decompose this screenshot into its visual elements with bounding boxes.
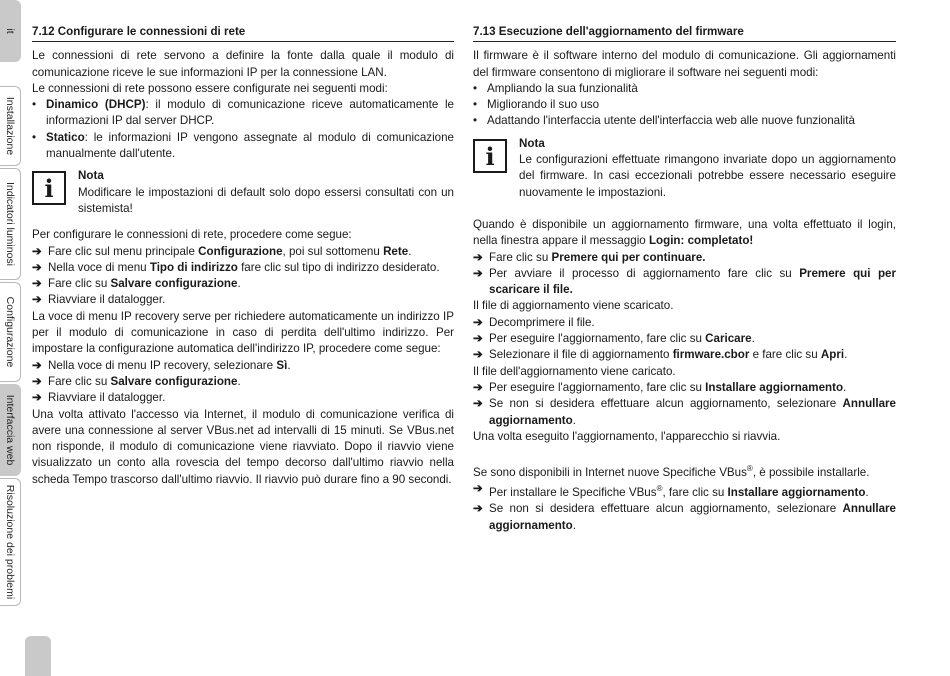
list-item: • Statico: le informazioni IP vengono assegnate al modulo di comunicazione manualmente dall'utente. bbox=[32, 130, 454, 163]
arrow-icon: ➔ bbox=[473, 315, 483, 329]
paragraph: Una volta attivato l'accesso via Internet, il modulo di comunicazione verifica di avere una connessione al server VBus.net ad intervalli di 15 minuti. Se VBus.net non risponde, il modulo di comunicazione viene riavviato. Dopo il riavvio viene visualizzato un conto alla rovescia del tempo decorso dall'ultimo riavvio nella scheda Tempo trascorso dall'ultimo riavvio. Il riavvio può durare fino a 90 secondi. bbox=[32, 407, 454, 486]
side-tab-label: Indicatori luminosi bbox=[4, 181, 16, 267]
side-tab-label: Risoluzione dei problemi bbox=[4, 484, 16, 600]
step-item: ➔ Riavviare il datalogger. bbox=[32, 292, 454, 308]
side-tab-label: Interfaccia web bbox=[4, 394, 16, 466]
info-icon: i bbox=[32, 171, 66, 205]
note-text: Le configurazioni effettuate rimangono invariate dopo un aggiornamento del firmware. In casi eccezionali potrebbe essere necessario eseguire nuovamente le impostazioni. bbox=[519, 153, 896, 199]
step-item: ➔ Per installare le Specifiche VBus®, fare clic su Installare aggiornamento. bbox=[473, 482, 869, 500]
step-item: ➔ Nella voce di menu IP recovery, selezionare Sì. bbox=[32, 358, 454, 374]
arrow-icon: ➔ bbox=[473, 502, 483, 516]
paragraph: Quando è disponibile un aggiornamento firmware, una volta effettuato il login, nella finestra appare il messaggio Login: completato! bbox=[473, 217, 896, 248]
info-icon: i bbox=[473, 139, 507, 173]
note-box bbox=[32, 168, 454, 217]
arrow-icon: ➔ bbox=[473, 380, 483, 394]
step-item: ➔ Per eseguire l'aggiornamento, fare clic su Installare aggiornamento. bbox=[473, 380, 896, 396]
step-item: ➔ Decomprimere il file. bbox=[473, 315, 896, 331]
step-item: ➔ Per eseguire l'aggiornamento, fare clic su Caricare. bbox=[473, 331, 896, 347]
arrow-icon: ➔ bbox=[32, 244, 42, 258]
note-text: Modificare le impostazioni di default solo dopo essersi consultati con un sistemista! bbox=[78, 185, 454, 215]
note-title: Nota bbox=[78, 169, 104, 183]
step-item: ➔ Selezionare il file di aggiornamento firmware.cbor e fare clic su Apri. bbox=[473, 347, 896, 363]
section-heading: 7.13 Esecuzione dell'aggiornamento del firmware bbox=[473, 24, 896, 42]
arrow-icon: ➔ bbox=[32, 260, 42, 274]
arrow-icon: ➔ bbox=[32, 358, 42, 372]
step-item: ➔ Fare clic su Salvare configurazione. bbox=[32, 374, 454, 390]
paragraph: Le connessioni di rete servono a definire la fonte dalla quale il modulo di comunicazione riceve le sue informazioni IP per la connessione LAN. bbox=[32, 49, 454, 79]
step-item: ➔ Fare clic su Salvare configurazione. bbox=[32, 276, 454, 292]
side-tab-label: it bbox=[4, 28, 16, 34]
arrow-icon: ➔ bbox=[473, 348, 483, 362]
note-title: Nota bbox=[519, 136, 545, 150]
section-heading: 7.12 Configurare le connessioni di rete bbox=[32, 24, 454, 42]
side-tab-interfaccia-web[interactable] bbox=[0, 384, 21, 476]
paragraph: Il file dell'aggiornamento viene caricato. bbox=[473, 364, 676, 378]
arrow-icon: ➔ bbox=[473, 332, 483, 346]
step-item: ➔ Per avviare il processo di aggiornamento fare clic su Premere qui per scaricare il file. bbox=[473, 266, 896, 297]
note-box bbox=[473, 136, 896, 201]
paragraph: Se sono disponibili in Internet nuove Specifiche VBus®, è possibile installarle. bbox=[473, 464, 870, 479]
list-item: • Ampliando la sua funzionalità bbox=[473, 81, 896, 97]
step-item: ➔ Se non si desidera effettuare alcun aggiornamento, selezionare Annullare aggiornamento. bbox=[473, 502, 896, 532]
arrow-icon: ➔ bbox=[32, 374, 42, 388]
side-tab-risoluzione[interactable] bbox=[0, 478, 21, 606]
paragraph: La voce di menu IP recovery serve per richiedere automaticamente un indirizzo IP per il modulo di comunicazione in caso di perdita dell'ultimo indirizzo. Per impostare la configurazione automatica dell'indirizzo IP, procedere come segue: bbox=[32, 309, 454, 356]
paragraph: Le connessioni di rete possono essere configurate nei seguenti modi: bbox=[32, 81, 388, 95]
step-item: ➔ Fare clic su Premere qui per continuare. bbox=[473, 250, 896, 266]
side-tab-label: Configurazione bbox=[4, 296, 16, 368]
left-column bbox=[32, 24, 454, 488]
step-item: ➔ Fare clic sul menu principale Configurazione, poi sul sottomenu Rete. bbox=[32, 244, 454, 260]
arrow-icon: ➔ bbox=[473, 397, 483, 411]
paragraph: Per configurare le connessioni di rete, procedere come segue: bbox=[32, 228, 352, 242]
list-item: • Adattando l'interfaccia utente dell'interfaccia web alle nuove funzionalità bbox=[473, 113, 896, 129]
arrow-icon: ➔ bbox=[473, 482, 483, 496]
list-item: • Dinamico (DHCP): il modulo di comunicazione riceve automaticamente le informazioni IP dal server DHCP. bbox=[32, 97, 454, 130]
paragraph: Il file di aggiornamento viene scaricato. bbox=[473, 299, 674, 313]
paragraph: Il firmware è il software interno del modulo di comunicazione. Gli aggiornamenti del firmware consentono di migliorare il software nei seguenti modi: bbox=[473, 49, 896, 79]
side-tab-language[interactable] bbox=[0, 0, 21, 62]
arrow-icon: ➔ bbox=[32, 391, 42, 405]
list-item: • Migliorando il suo uso bbox=[473, 97, 896, 113]
arrow-icon: ➔ bbox=[32, 277, 42, 291]
arrow-icon: ➔ bbox=[32, 293, 42, 307]
page-number-badge bbox=[25, 636, 51, 676]
side-tab-indicatori[interactable] bbox=[0, 168, 21, 280]
arrow-icon: ➔ bbox=[473, 266, 483, 280]
right-column bbox=[473, 24, 896, 534]
step-item: ➔ Se non si desidera effettuare alcun aggiornamento, selezionare Annullare aggiornamento. bbox=[473, 397, 896, 427]
arrow-icon: ➔ bbox=[473, 250, 483, 264]
side-tab-label: Installazione bbox=[4, 96, 16, 156]
step-item: ➔ Nella voce di menu Tipo di indirizzo fare clic sul tipo di indirizzo desiderato. bbox=[32, 260, 454, 276]
paragraph: Una volta eseguito l'aggiornamento, l'apparecchio si riavvia. bbox=[473, 429, 781, 443]
side-tab-installazione[interactable] bbox=[0, 86, 21, 166]
step-item: ➔ Riavviare il datalogger. bbox=[32, 390, 454, 406]
side-tab-configurazione[interactable] bbox=[0, 282, 21, 382]
